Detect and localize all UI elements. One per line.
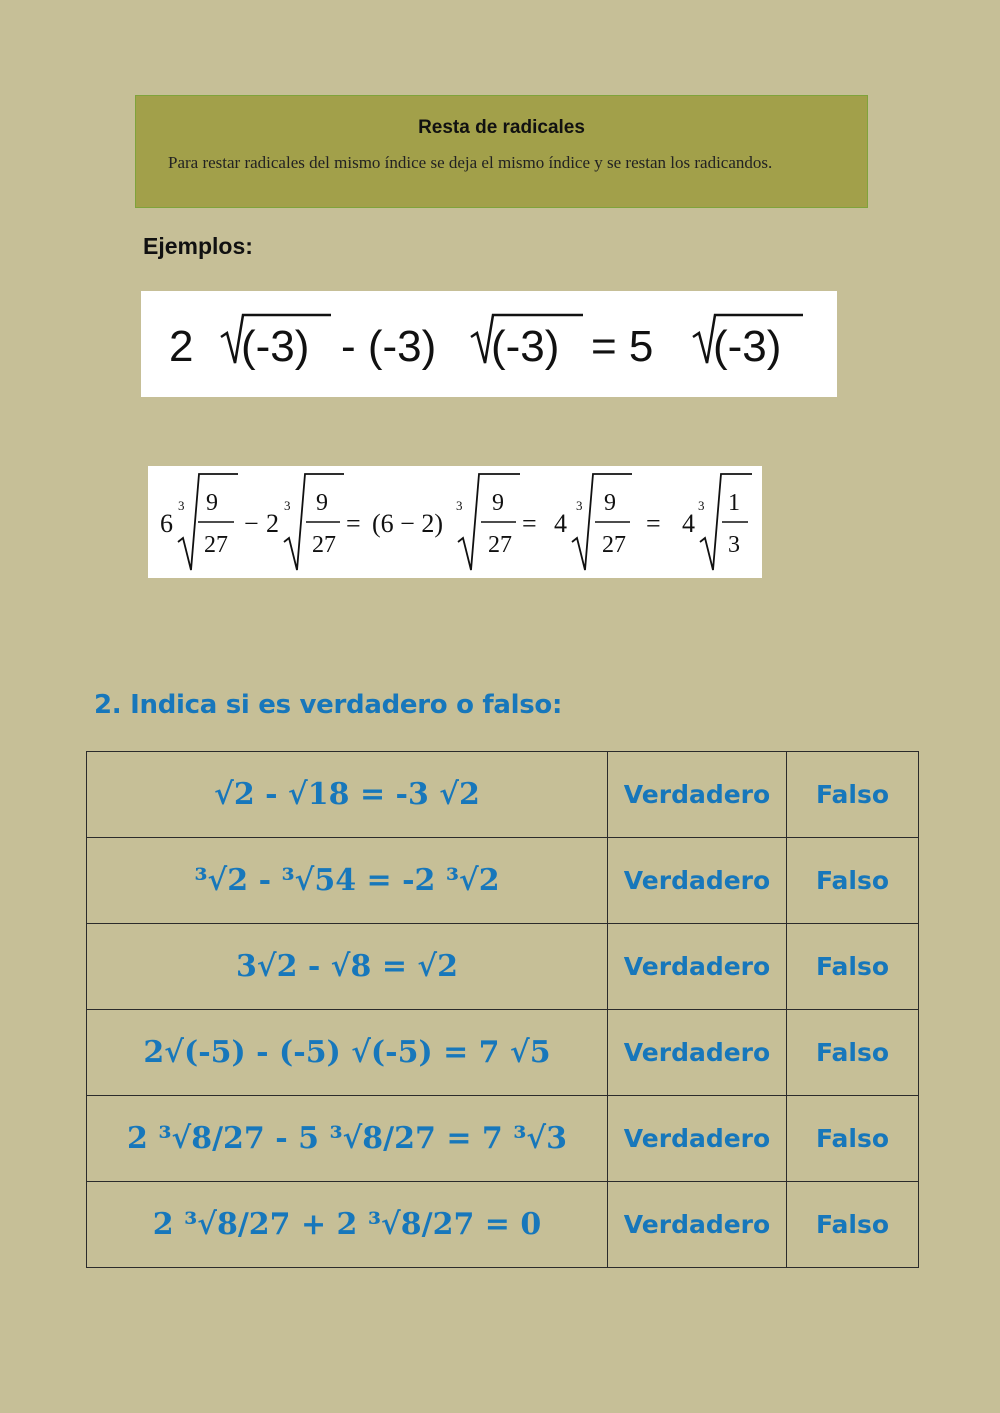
false-option[interactable]: Falso xyxy=(787,1182,919,1268)
expression-cell: 2 ³√8/27 + 2 ³√8/27 = 0 xyxy=(87,1182,608,1268)
info-box-text: Para restar radicales del mismo índice se deja el mismo índice y se restan los radicandos. xyxy=(168,153,773,172)
ex2-index-3: 3 xyxy=(456,498,463,513)
table-row xyxy=(87,1096,919,1182)
ex1-equals-5: = 5 xyxy=(591,322,654,371)
ex2-den-3: 27 xyxy=(488,532,512,558)
table-row xyxy=(87,752,919,838)
ex1-radicand-1: (-3) xyxy=(241,322,310,371)
true-option[interactable]: Verdadero xyxy=(608,924,787,1010)
table-row xyxy=(87,924,919,1010)
ex2-coef-2: 2 xyxy=(266,509,279,538)
ex1-coef-2: 2 xyxy=(169,322,194,371)
ex2-coef-6: 6 xyxy=(160,509,173,538)
exercise-title: 2. Indica si es verdadero o falso: xyxy=(94,690,563,720)
ex2-den-2: 27 xyxy=(312,532,336,558)
table-row xyxy=(87,838,919,924)
true-option[interactable]: Verdadero xyxy=(608,752,787,838)
ex2-num-1: 9 xyxy=(206,490,218,516)
table-row xyxy=(87,1182,919,1268)
example-1-svg xyxy=(141,291,837,397)
ex2-eq-3: = xyxy=(646,509,661,538)
ex1-radicand-3: (-3) xyxy=(713,322,782,371)
ex2-index-4: 3 xyxy=(576,498,583,513)
true-option[interactable]: Verdadero xyxy=(608,838,787,924)
ex2-index-5: 3 xyxy=(698,498,705,513)
ex2-coef-6-2: (6 − 2) xyxy=(372,509,443,538)
false-option[interactable]: Falso xyxy=(787,1096,919,1182)
example-1-formula xyxy=(141,291,837,397)
info-box xyxy=(135,95,868,208)
false-option[interactable]: Falso xyxy=(787,924,919,1010)
ex1-minus-term: - (-3) xyxy=(341,322,437,371)
true-false-table xyxy=(86,751,919,1268)
example-2-svg xyxy=(148,466,762,578)
ex2-num-5: 1 xyxy=(728,490,740,516)
true-option[interactable]: Verdadero xyxy=(608,1096,787,1182)
expression-cell: 3√2 - √8 = √2 xyxy=(87,924,608,1010)
table-row xyxy=(87,1010,919,1096)
ex2-index-1: 3 xyxy=(178,498,185,513)
false-option[interactable]: Falso xyxy=(787,752,919,838)
ex2-eq-2: = xyxy=(522,509,537,538)
ex2-den-1: 27 xyxy=(204,532,228,558)
ex2-num-4: 9 xyxy=(604,490,616,516)
info-box-title: Resta de radicales xyxy=(418,117,585,138)
true-option[interactable]: Verdadero xyxy=(608,1182,787,1268)
examples-heading: Ejemplos: xyxy=(143,233,253,259)
false-option[interactable]: Falso xyxy=(787,838,919,924)
expression-cell: ³√2 - ³√54 = -2 ³√2 xyxy=(87,838,608,924)
ex2-coef-4-2: 4 xyxy=(682,509,695,538)
true-option[interactable]: Verdadero xyxy=(608,1010,787,1096)
ex2-num-3: 9 xyxy=(492,490,504,516)
ex2-eq-1: = xyxy=(346,509,361,538)
false-option[interactable]: Falso xyxy=(787,1010,919,1096)
ex2-index-2: 3 xyxy=(284,498,291,513)
ex1-radicand-2: (-3) xyxy=(491,322,560,371)
expression-cell: √2 - √18 = -3 √2 xyxy=(87,752,608,838)
example-2-formula xyxy=(148,466,762,578)
ex2-den-4: 27 xyxy=(602,532,626,558)
expression-cell: 2 ³√8/27 - 5 ³√8/27 = 7 ³√3 xyxy=(87,1096,608,1182)
expression-cell: 2√(-5) - (-5) √(-5) = 7 √5 xyxy=(87,1010,608,1096)
ex2-coef-4: 4 xyxy=(554,509,567,538)
ex2-num-2: 9 xyxy=(316,490,328,516)
ex2-den-5: 3 xyxy=(728,532,740,558)
ex2-minus: − xyxy=(244,509,259,538)
